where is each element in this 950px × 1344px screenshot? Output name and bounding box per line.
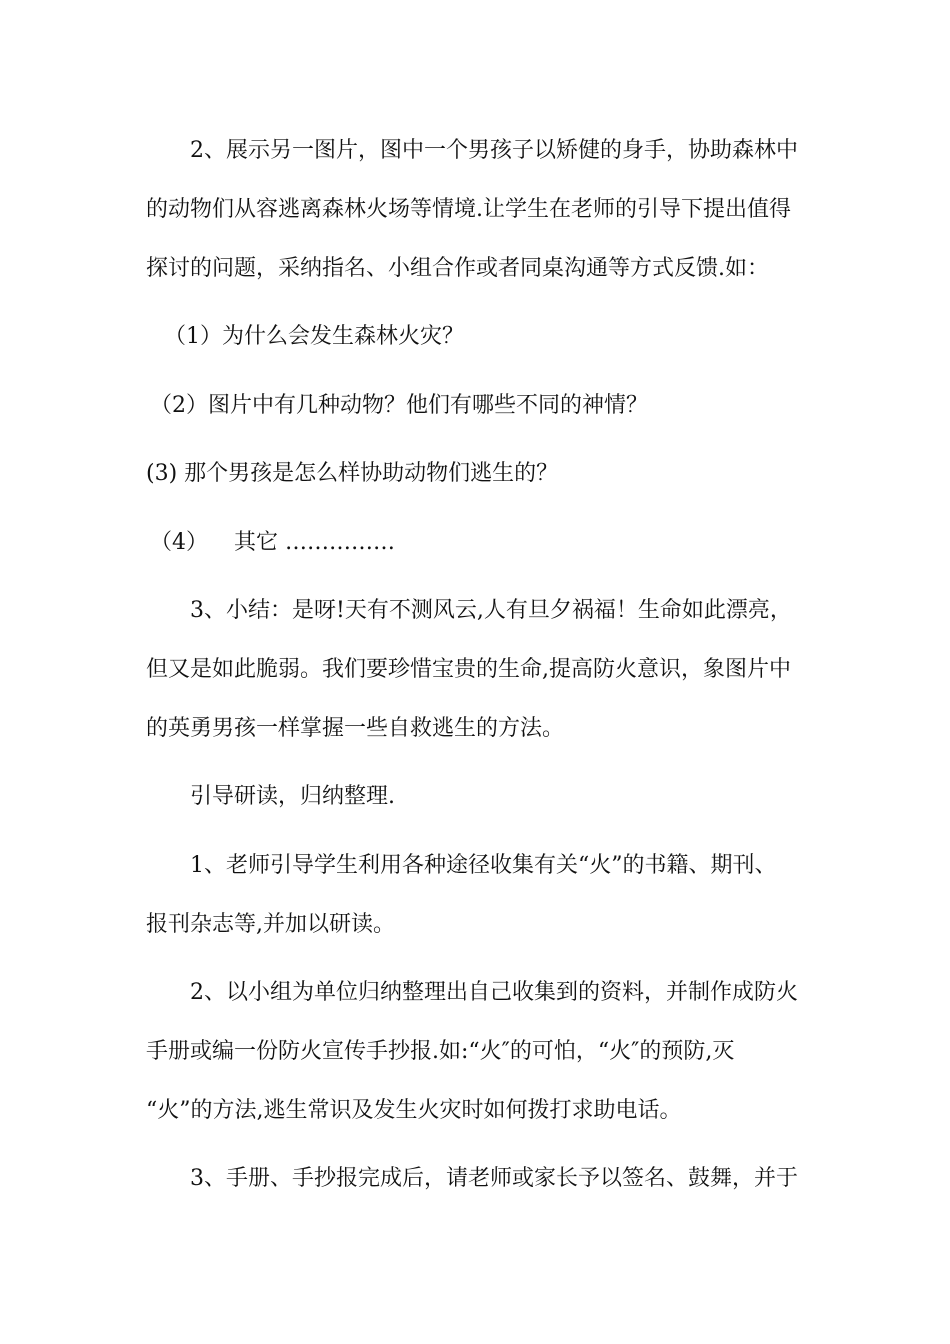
paragraph-line: 2、以小组为单位归纳整理出自己收集到的资料，并制作成防火 [190,980,798,1005]
paragraph-line: 3、小结：是呀!天有不测风云,人有旦夕祸福！生命如此漂亮， [190,598,792,623]
paragraph-line: 手册或编一份防火宣传手抄报.如:“火″的可怕，“火″的预防,灭 [146,1039,735,1064]
paragraph-line: 的动物们从容逃离森林火场等情境.让学生在老师的引导下提出值得 [146,197,791,222]
question-item: （1）为什么会发生森林火灾？ [164,324,464,349]
paragraph-line: 但又是如此脆弱。我们要珍惜宝贵的生命,提高防火意识，象图片中 [146,657,791,682]
paragraph-line: 的英勇男孩一样掌握一些自救逃生的方法。 [146,716,565,741]
paragraph-line: “火”的方法,逃生常识及发生火灾时如何拨打求助电话。 [146,1098,682,1123]
question-text: 其它 …………… [234,530,395,555]
paragraph-line: 报刊杂志等,并加以研读。 [146,912,395,937]
paragraph-line: 2、展示另一图片，图中一个男孩子以矫健的身手，协助森林中 [190,138,798,163]
question-item: （2）图片中有几种动物？他们有哪些不同的神情？ [150,393,648,418]
question-item: (3) 那个男孩是怎么样协助动物们逃生的？ [146,461,559,486]
question-number: （4） [150,530,208,555]
paragraph-line: 探讨的问题，采纳指名、小组合作或者同桌沟通等方式反馈.如： [146,256,769,281]
paragraph-line: 3、手册、手抄报完成后，请老师或家长予以签名、鼓舞，并于 [190,1166,798,1191]
question-item [150,528,820,558]
section-heading: 引导研读，归纳整理. [190,784,395,809]
paragraph-line: 1、老师引导学生利用各种途径收集有关“火”的书籍、期刊、 [190,853,777,878]
